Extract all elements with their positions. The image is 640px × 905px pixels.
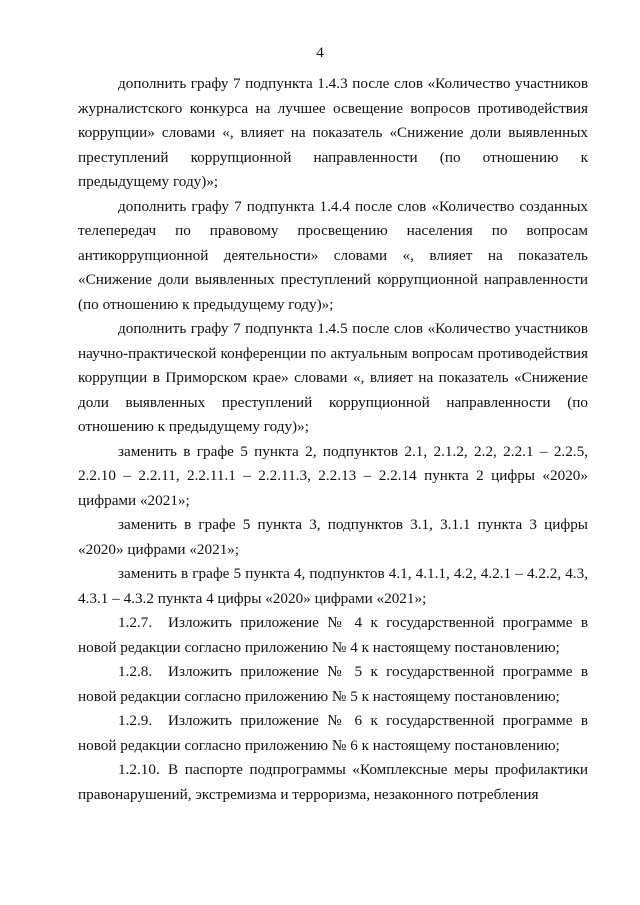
paragraph-text: дополнить графу 7 подпункта 1.4.4 после слов «Количество созданных телепередач по правовому просвещению населения по вопросам антикоррупционной деятельности» словами «, влияет на показатель «Снижение доли выявленных преступлений коррупционной направленности (по отношению к предыдущему году)»; — [78, 197, 588, 313]
paragraph-6 — [78, 562, 588, 611]
paragraph-1-2-9 — [78, 709, 588, 758]
paragraph-text: дополнить графу 7 подпункта 1.4.5 после слов «Количество участников научно-практической конференции по актуальным вопросам противодействия коррупции в Приморском крае» словами «, влияет на показатель «Снижение доли выявленных преступлений коррупционной направленности (по отношению к предыдущему году)»; — [78, 320, 588, 435]
paragraph-text: Изложить приложение № 6 к государственной программе в новой редакции согласно приложению № 6 к настоящему постановлению; — [78, 712, 588, 754]
paragraph-text: заменить в графе 5 пункта 4, подпунктов 4.1, 4.1.1, 4.2, 4.2.1 – 4.2.2, 4.3, 4.3.1 – 4.3.2 пункта 4 цифры «2020» цифрами «2021»; — [78, 565, 588, 607]
paragraph-3 — [78, 317, 588, 440]
page-number: 4 — [316, 45, 324, 61]
paragraph-text: заменить в графе 5 пункта 2, подпунктов 2.1, 2.1.2, 2.2, 2.2.1 – 2.2.5, 2.2.10 – 2.2.11, 2.2.11.1 – 2.2.11.3, 2.2.13 – 2.2.14 пункта 2 цифры «2020» цифрами «2021»; — [78, 442, 588, 509]
paragraph-text: Изложить приложение № 5 к государственной программе в новой редакции согласно приложению № 5 к настоящему постановлению; — [78, 663, 588, 705]
clause-number: 1.2.9. — [118, 712, 153, 729]
paragraph-4 — [78, 440, 588, 514]
paragraph-text: заменить в графе 5 пункта 3, подпунктов 3.1, 3.1.1 пункта 3 цифры «2020» цифрами «2021»; — [78, 516, 588, 558]
paragraph-5 — [78, 513, 588, 562]
paragraph-2 — [78, 195, 588, 318]
paragraph-1 — [78, 72, 588, 195]
paragraph-text: Изложить приложение № 4 к государственной программе в новой редакции согласно приложению № 4 к настоящему постановлению; — [78, 614, 588, 656]
paragraph-1-2-10 — [78, 758, 588, 807]
clause-number: 1.2.7. — [118, 614, 153, 631]
paragraph-text: В паспорте подпрограммы «Комплексные меры профилактики правонарушений, экстремизма и терроризма, незаконного потребления — [78, 761, 588, 803]
paragraph-text: дополнить графу 7 подпункта 1.4.3 после слов «Количество участников журналистского конкурса на лучшее освещение вопросов противодействия коррупции» словами «, влияет на показатель «Снижение доли выявленных преступлений коррупционной направленности (по отношению к предыдущему году)»; — [78, 75, 588, 190]
clause-number: 1.2.8. — [118, 663, 153, 680]
clause-number: 1.2.10. — [118, 761, 160, 778]
document-body — [78, 72, 588, 807]
paragraph-1-2-7 — [78, 611, 588, 660]
paragraph-1-2-8 — [78, 660, 588, 709]
